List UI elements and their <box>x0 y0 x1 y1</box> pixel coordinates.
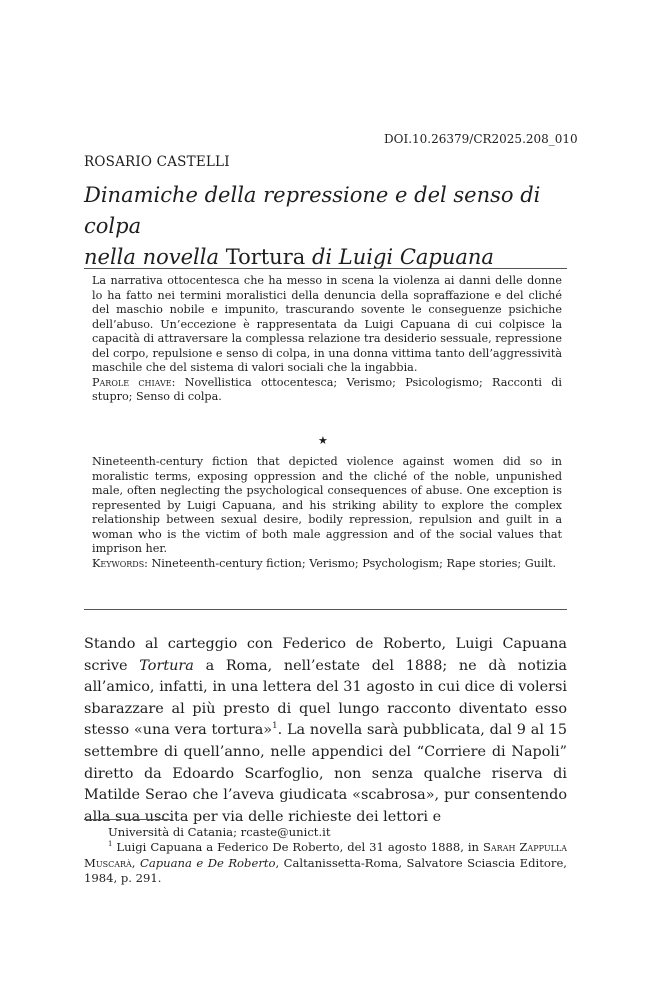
star-separator: ★ <box>318 434 328 447</box>
body-text-a: Stando al carteggio con Federico de Roberto, Luigi Capuana scrive <box>84 636 567 674</box>
title-part-2: nella novella <box>84 245 219 269</box>
abstract-italian <box>92 274 562 405</box>
abstract-top-rule <box>84 268 567 269</box>
footnote-1-author: Sarah Zappulla Muscarà <box>84 840 567 870</box>
body-text-c: . La novella sarà pubblicata, dal 9 al 15 settembre di quell’anno, nelle appendici del “Corriere di Napoli” diretto da Edoardo Scarfoglio, non senza qualche riserva di Matilde Serao che l’aveva giudicata «scabrosa», pur consentendo alla sua uscita per via delle richieste dei lettori e <box>84 722 567 825</box>
body-work-title: Tortura <box>139 657 194 674</box>
footnote-1-number: 1 <box>108 840 113 849</box>
title-part-3: di Luigi Capuana <box>311 245 494 269</box>
footnote-1-text-c: , Caltanissetta-Roma, Salvatore Sciascia Editore, 1984, p. 291. <box>84 855 567 886</box>
article-title <box>84 180 584 273</box>
footnote-affiliation: Università di Catania; rcaste@unict.it <box>108 825 331 839</box>
body-paragraph <box>84 634 567 828</box>
footnote-ref-1[interactable]: 1 <box>272 721 278 732</box>
footnote-1-work: Capuana e De Roberto <box>139 855 276 870</box>
footnote-1-text-a: Luigi Capuana a Federico De Roberto, del 31 agosto 1888, in <box>116 840 479 855</box>
doi: DOI.10.26379/CR2025.208_010 <box>384 132 578 146</box>
footnote-1 <box>84 840 567 886</box>
footnote-1-text-b: , <box>131 855 136 870</box>
author-name: ROSARIO CASTELLI <box>84 154 230 170</box>
body-text-b: a Roma, nell’estate del 1888; ne dà notizia all’amico, infatti, in una lettera del 31 agosto in cui dice di volersi sbarazzare al più presto di quel lungo racconto diventato esso stesso «una vera tortura» <box>84 657 567 739</box>
abstract-bottom-rule <box>84 609 567 610</box>
keywords-label-italian: Parole chiave: <box>92 375 176 389</box>
title-work: Tortura <box>225 245 306 269</box>
abstract-italian-text: La narrativa ottocentesca che ha messo in scena la violenza ai danni delle donne lo ha fatto nei termini moralistici della denuncia della sopraffazione e del cliché del maschio nobile e impunito, trascurando sovente le conseguenze psichiche dell’abuso. Un’eccezione è rappresentata da Luigi Capuana di cui colpisce la capacità di attraversare la complessa relazione tra desiderio sessuale, repressione del corpo, repulsione e senso di colpa, in una donna vittima tanto dell’aggressività maschile che del sistema di valori sociali che la ingabbia. <box>92 274 562 374</box>
abstract-english <box>92 455 562 571</box>
keywords-italian: Novellistica ottocentesca; Verismo; Psicologismo; Racconti di stupro; Senso di colpa. <box>92 375 563 403</box>
keywords-english: Nineteenth-century fiction; Verismo; Psychologism; Rape stories; Guilt. <box>151 556 557 570</box>
keywords-label-english: Keywords: <box>92 556 148 570</box>
abstract-english-text: Nineteenth-century fiction that depicted violence against women did so in moralistic terms, exposing oppression and the cliché of the noble, unpunished male, often neglecting the psychological consequences of abuse. One exception is represented by Luigi Capuana, and his striking ability to explore the complex relationship between sexual desire, bodily repression, repulsion and guilt in a woman who is the victim of both male aggression and of the social values that imprison her. <box>92 455 562 555</box>
title-line-1: Dinamiche della repressione e del senso di colpa <box>84 183 541 238</box>
footnote-rule <box>84 819 171 820</box>
footnotes <box>84 825 567 887</box>
